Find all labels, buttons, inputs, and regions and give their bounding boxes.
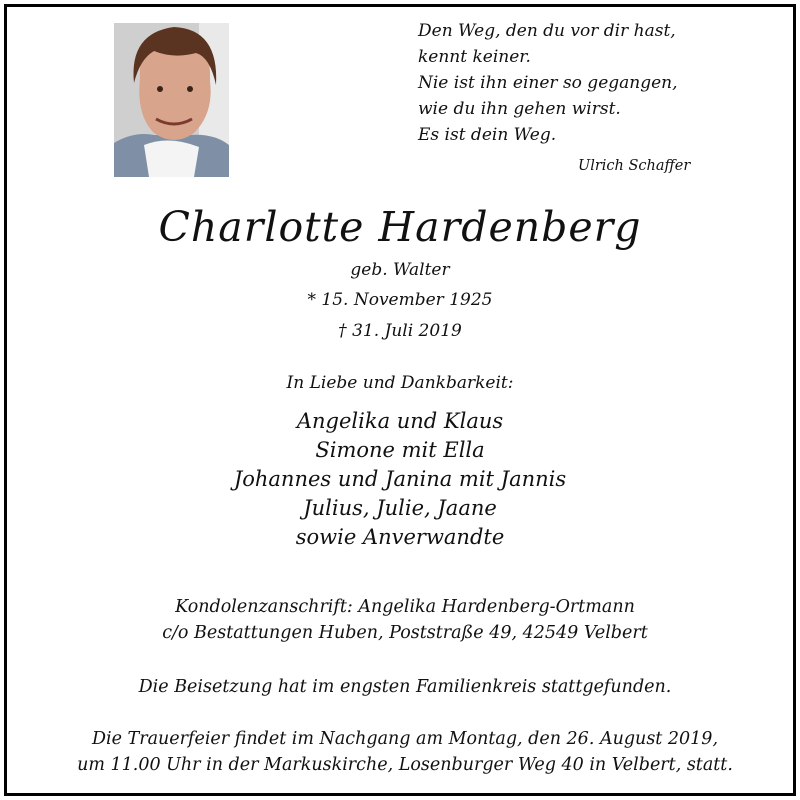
poem-line: Nie ist ihn einer so gegangen,	[418, 73, 678, 93]
maiden-name: geb. Walter	[350, 260, 450, 280]
birth-date: * 15. November 1925	[307, 290, 493, 310]
death-date: † 31. Juli 2019	[338, 321, 462, 341]
poem-author: Ulrich Schaffer	[578, 158, 691, 174]
deceased-name: Charlotte Hardenberg	[158, 203, 642, 251]
mourners-list	[0, 407, 800, 552]
condolence-line: Kondolenzanschrift: Angelika Hardenberg-Ortmann	[175, 597, 635, 617]
memorial-line: Die Trauerfeier findet im Nachgang am Montag, den 26. August 2019,	[91, 729, 719, 749]
poem	[418, 18, 748, 148]
condolence-line: c/o Bestattungen Huben, Poststraße 49, 42549 Velbert	[162, 623, 648, 643]
portrait-photo	[114, 23, 229, 177]
mourner-name: Johannes und Janina mit Jannis	[233, 467, 567, 491]
poem-line: Den Weg, den du vor dir hast,	[418, 21, 676, 41]
mourner-name: Simone mit Ella	[315, 438, 485, 462]
memorial-service	[0, 726, 800, 778]
poem-line: kennt keiner.	[418, 47, 531, 67]
condolence-address	[0, 594, 800, 646]
poem-line: Es ist dein Weg.	[418, 125, 557, 145]
mourner-name: Angelika und Klaus	[296, 409, 504, 433]
mourners-intro: In Liebe und Dankbarkeit:	[286, 373, 514, 393]
poem-line: wie du ihn gehen wirst.	[418, 99, 621, 119]
memorial-line: um 11.00 Uhr in der Markuskirche, Losenburger Weg 40 in Velbert, statt.	[77, 755, 733, 775]
mourner-name: Julius, Julie, Jaane	[303, 496, 497, 520]
mourner-name: sowie Anverwandte	[295, 525, 505, 549]
burial-note: Die Beisetzung hat im engsten Familienkreis stattgefunden.	[138, 677, 672, 697]
